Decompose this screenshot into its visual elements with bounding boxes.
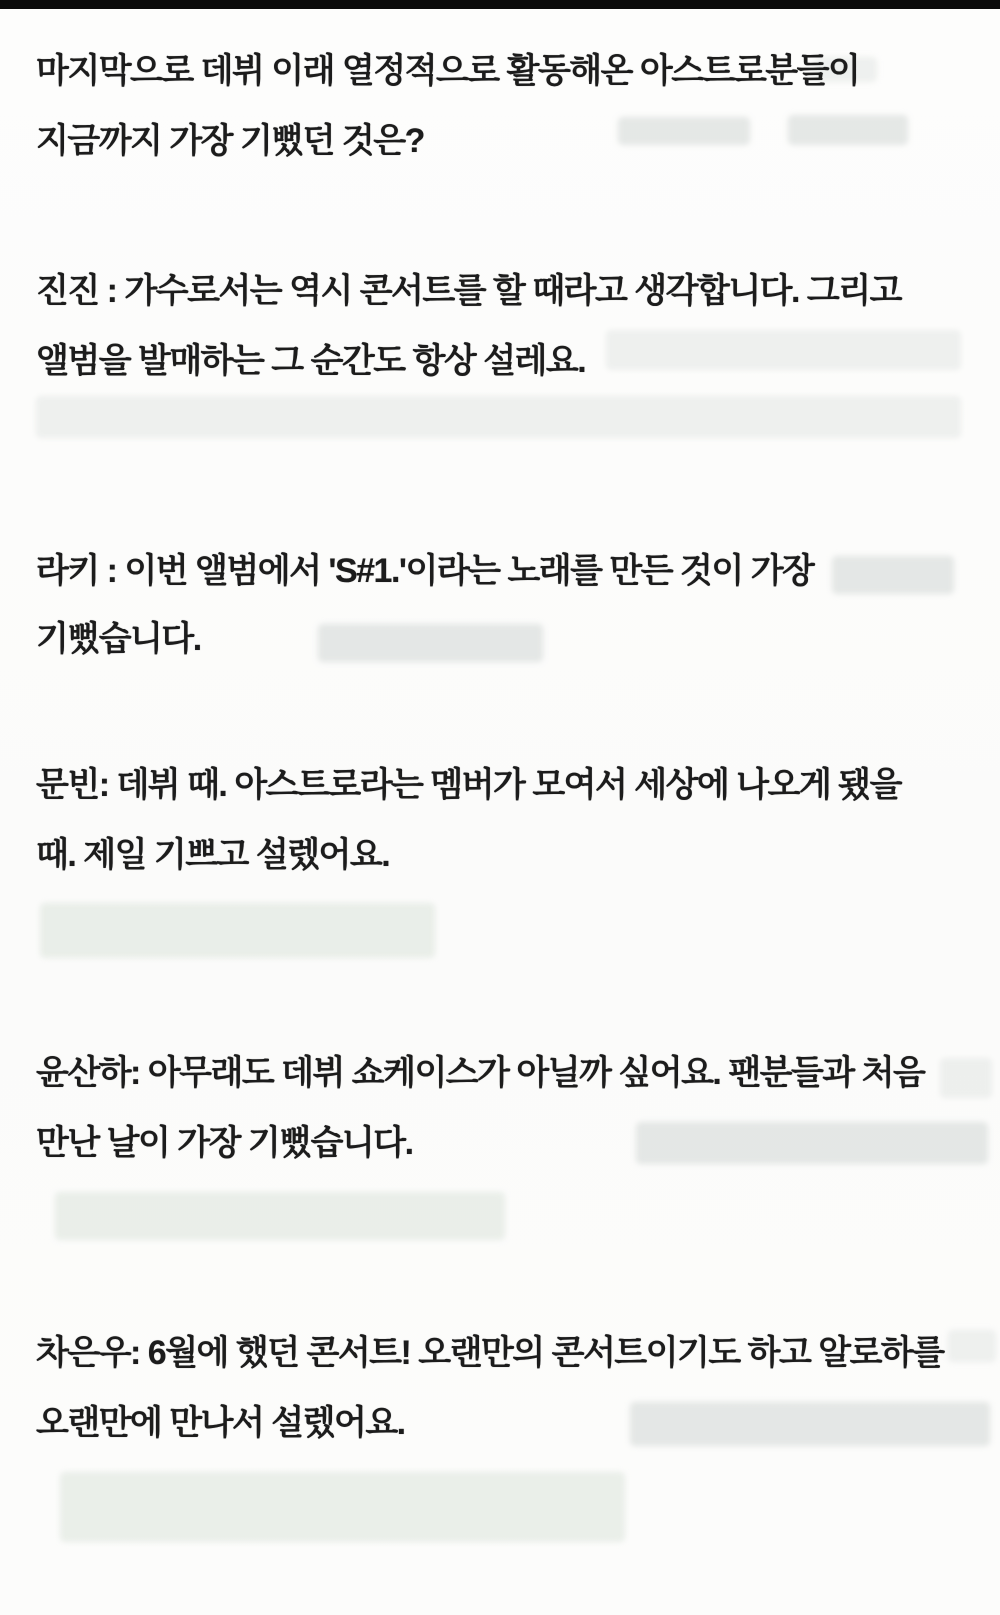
ghost-text-smudge (948, 1330, 996, 1362)
question-line-1: 마지막으로 데뷔 이래 열정적으로 활동해온 아스트로분들이 (36, 52, 860, 90)
answer-rocky-line-1: 라키 : 이번 앨범에서 'S#1.'이라는 노래를 만든 것이 가장 (36, 552, 814, 590)
answer-moonbin-line-2: 때. 제일 기쁘고 설렜어요. (36, 836, 390, 874)
answer-yoon-sanha-line-1: 윤산하: 아무래도 데뷔 쇼케이스가 아닐까 싶어요. 팬분들과 처음 (36, 1054, 925, 1092)
ghost-text-smudge (36, 396, 961, 438)
ghost-text-smudge (318, 624, 543, 662)
ghost-text-smudge (40, 903, 435, 958)
top-black-bar (0, 0, 1000, 9)
ghost-text-smudge (636, 1122, 988, 1164)
ghost-text-smudge (55, 1192, 505, 1240)
question-line-2: 지금까지 가장 기뻤던 것은? (36, 122, 424, 160)
answer-jinjin-line-1: 진진 : 가수로서는 역시 콘서트를 할 때라고 생각합니다. 그리고 (36, 272, 901, 310)
answer-yoon-sanha-line-2: 만난 날이 가장 기뻤습니다. (36, 1124, 413, 1162)
ghost-text-smudge (940, 1058, 992, 1098)
answer-moonbin-line-1: 문빈: 데뷔 때. 아스트로라는 멤버가 모여서 세상에 나오게 됐을 (36, 766, 901, 804)
answer-cha-eunwoo-line-2: 오랜만에 만나서 설렜어요. (36, 1404, 405, 1442)
answer-cha-eunwoo-line-1: 차은우: 6월에 했던 콘서트! 오랜만의 콘서트이기도 하고 알로하를 (36, 1334, 944, 1372)
ghost-text-smudge (60, 1472, 625, 1542)
ghost-text-smudge (832, 556, 954, 594)
ghost-text-smudge (630, 1402, 990, 1446)
ghost-text-smudge (788, 115, 908, 145)
answer-rocky-line-2: 기뻤습니다. (36, 620, 201, 658)
ghost-text-smudge (618, 117, 750, 145)
ghost-text-smudge (606, 330, 961, 370)
answer-jinjin-line-2: 앨범을 발매하는 그 순간도 항상 설레요. (36, 342, 586, 380)
